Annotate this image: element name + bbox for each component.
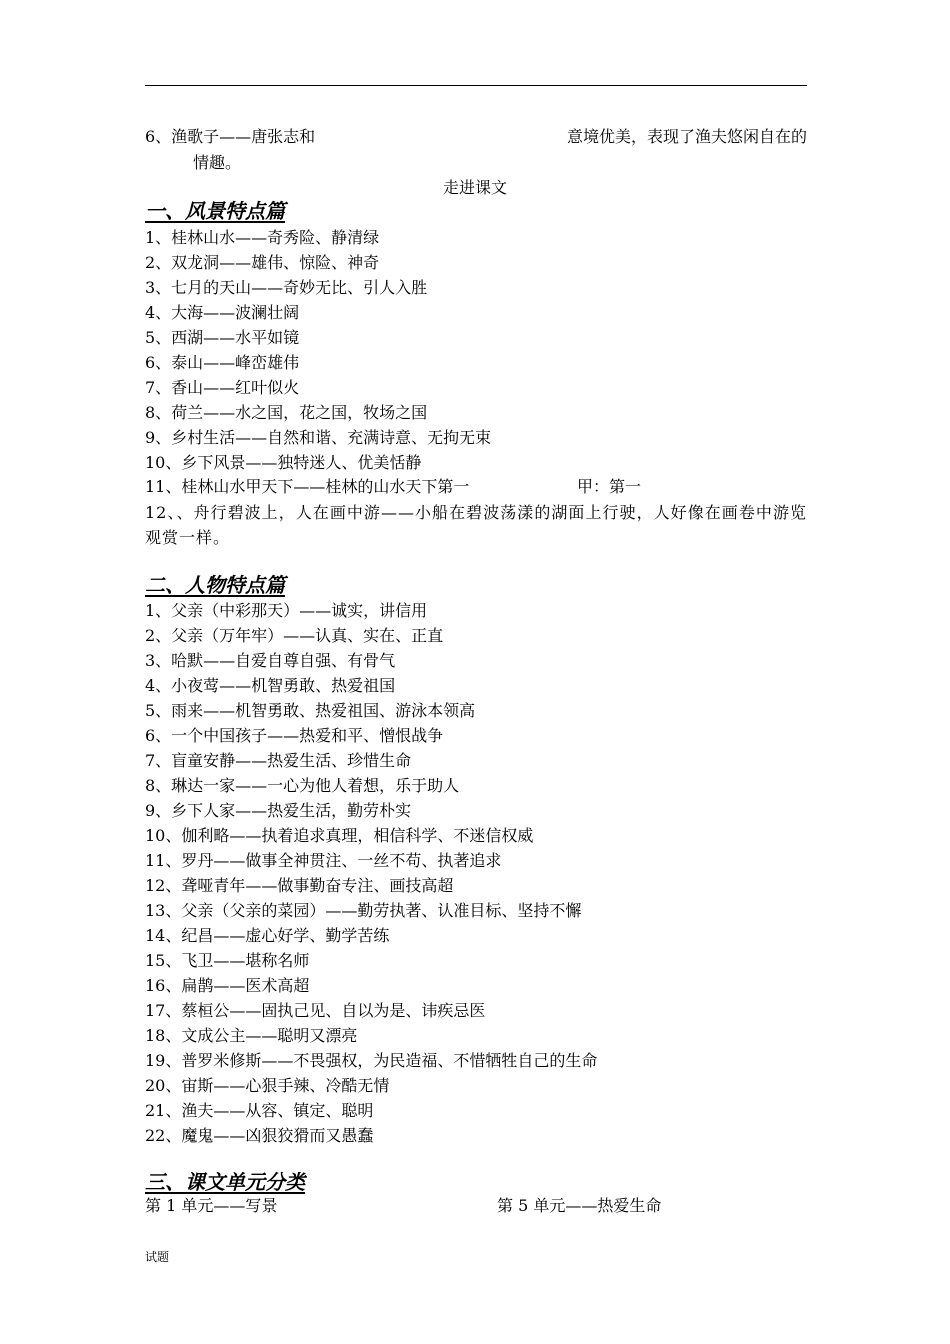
- list-item: 21、渔夫——从容、镇定、聪明: [145, 1101, 374, 1120]
- list-item: 9、乡村生活——自然和谐、充满诗意、无拘无束: [145, 428, 492, 447]
- list-item: 4、小夜莺——机智勇敢、热爱祖国: [145, 676, 396, 695]
- page-footer: 试题: [145, 1250, 170, 1264]
- list-item: 1、桂林山水——奇秀险、静清绿: [145, 228, 380, 247]
- list-item: 12、聋哑青年——做事勤奋专注、画技高超: [145, 876, 454, 895]
- list-item: 17、蔡桓公——固执己见、自以为是、讳疾忌医: [145, 1001, 486, 1020]
- intro-continuation: 情趣。: [193, 153, 242, 172]
- list-item: 7、盲童安静——热爱生活、珍惜生命: [145, 751, 412, 770]
- section-heading-scenery: 一、风景特点篇: [145, 199, 285, 223]
- scenery-list: [145, 225, 491, 475]
- list-item: 6、泰山——峰峦雄伟: [145, 353, 300, 372]
- list-item: 3、七月的天山——奇妙无比、引人入胜: [145, 278, 428, 297]
- list-item: 10、乡下风景——独特迷人、优美恬静: [145, 453, 422, 472]
- list-item: 3、哈默——自爱自尊自强、有骨气: [145, 651, 396, 670]
- list-item: 22、魔鬼——凶狠狡猾而又愚蠢: [145, 1126, 374, 1145]
- subtitle: 走进课文: [442, 178, 507, 197]
- list-item: 2、父亲（万年牢）——认真、实在、正直: [145, 626, 444, 645]
- list-item: 18、文成公主——聪明又漂亮: [145, 1026, 358, 1045]
- item-11-note: 甲：第一: [577, 477, 642, 496]
- list-item: 9、乡下人家——热爱生活，勤劳朴实: [145, 801, 412, 820]
- list-item: 5、西湖——水平如镜: [145, 328, 300, 347]
- unit-5: 第 5 单元——热爱生命: [497, 1196, 662, 1215]
- intro-left-text: 6、渔歌子——唐张志和: [145, 127, 316, 146]
- section-heading-characters: 二、人物特点篇: [145, 573, 285, 597]
- item-11-text: 11、桂林山水甲天下——桂林的山水天下第一: [145, 477, 470, 496]
- list-item: 5、雨来——机智勇敢、热爱祖国、游泳本领高: [145, 701, 476, 720]
- intro-right-text: 意境优美，表现了渔夫悠闲自在的: [566, 127, 807, 146]
- list-item: 2、双龙洞——雄伟、惊险、神奇: [145, 253, 380, 272]
- section-heading-units: 三、课文单元分类: [145, 1170, 305, 1194]
- characters-list: [145, 598, 597, 1148]
- unit-1: 第 1 单元——写景: [145, 1196, 278, 1215]
- scenery-item-12: 12、、舟行碧波上，人在画中游——小船在碧波荡漾的湖面上行驶，人好像在画卷中游览观赏一样。: [145, 503, 807, 547]
- list-item: 10、伽利略——执着追求真理，相信科学、不迷信权威: [145, 826, 534, 845]
- header-rule: [145, 85, 807, 86]
- list-item: 13、父亲（父亲的菜园）——勤劳执著、认准目标、坚持不懈: [145, 901, 582, 920]
- list-item: 6、一个中国孩子——热爱和平、憎恨战争: [145, 726, 444, 745]
- list-item: 16、扁鹊——医术高超: [145, 976, 310, 995]
- list-item: 11、罗丹——做事全神贯注、一丝不苟、执著追求: [145, 851, 502, 870]
- list-item: 8、荷兰——水之国，花之国，牧场之国: [145, 403, 428, 422]
- scenery-item-11: [145, 477, 642, 497]
- list-item: 7、香山——红叶似火: [145, 378, 300, 397]
- list-item: 1、父亲（中彩那天）——诚实，讲信用: [145, 601, 428, 620]
- list-item: 15、飞卫——堪称名师: [145, 951, 310, 970]
- list-item: 8、琳达一家——一心为他人着想，乐于助人: [145, 776, 460, 795]
- list-item: 4、大海——波澜壮阔: [145, 303, 300, 322]
- list-item: 14、纪昌——虚心好学、勤学苦练: [145, 926, 390, 945]
- list-item: 20、宙斯——心狠手辣、冷酷无情: [145, 1076, 390, 1095]
- list-item: 19、普罗米修斯——不畏强权，为民造福、不惜牺牲自己的生命: [145, 1051, 598, 1070]
